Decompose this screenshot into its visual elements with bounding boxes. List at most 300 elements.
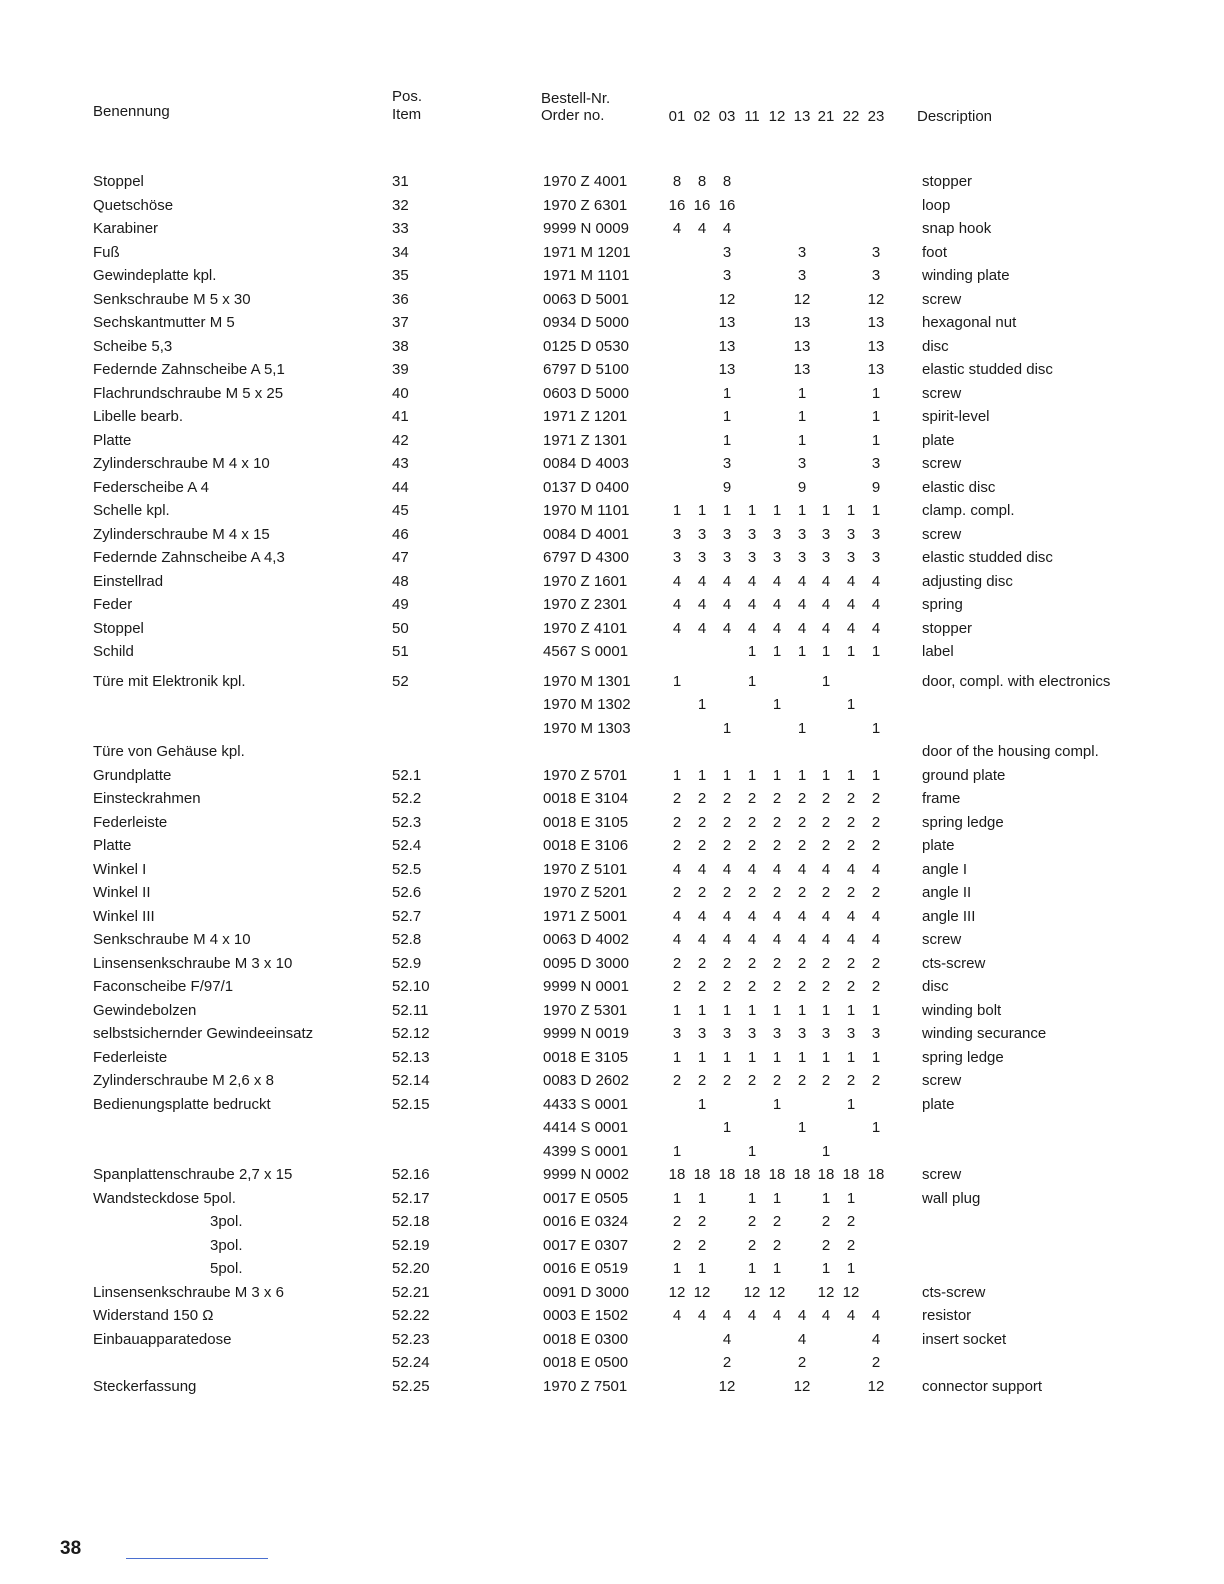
table-row [0,881,1224,904]
quantity-cell: 1 [772,1190,782,1207]
quantity-cell: 3 [722,1025,732,1042]
quantity-cell: 4 [697,908,707,925]
quantity-cell: 2 [846,955,856,972]
item-number: 52.8 [392,931,422,948]
quantity-cell: 12 [693,1284,711,1301]
table-row [0,546,1224,569]
quantity-cell: 4 [821,596,831,613]
quantity-cell: 18 [768,1166,786,1183]
part-name: Platte [93,837,132,854]
quantity-cell: 2 [772,978,782,995]
part-name: Schild [93,643,134,660]
item-number: 52.19 [392,1237,430,1254]
quantity-cell: 4 [871,596,881,613]
table-row [0,693,1224,716]
item-number: 46 [392,526,409,543]
description: plate [922,1096,955,1113]
quantity-cell: 2 [772,1072,782,1089]
quantity-cell: 2 [797,1354,807,1371]
quantity-cell: 1 [821,1002,831,1019]
quantity-cell: 1 [797,408,807,425]
quantity-cell: 2 [747,814,757,831]
item-number: 52.25 [392,1378,430,1395]
quantity-cell: 2 [722,1354,732,1371]
table-row [0,264,1224,287]
quantity-cell: 1 [772,1049,782,1066]
part-name: Federleiste [93,814,168,831]
quantity-cell: 18 [867,1166,885,1183]
quantity-cell: 13 [793,314,811,331]
description: stopper [922,173,973,190]
quantity-cell: 18 [817,1166,835,1183]
quantity-cell: 1 [871,408,881,425]
part-name: Winkel III [93,908,155,925]
quantity-cell: 2 [672,955,682,972]
order-number: 0137 D 0400 [543,479,629,496]
description: disc [922,978,949,995]
quantity-cell: 18 [693,1166,711,1183]
quantity-cell: 2 [772,814,782,831]
quantity-cell: 2 [821,955,831,972]
order-number: 0018 E 3104 [543,790,629,807]
quantity-cell: 1 [797,432,807,449]
item-number: 52.21 [392,1284,430,1301]
quantity-cell: 9 [871,479,881,496]
item-number: 52.10 [392,978,430,995]
description: disc [922,338,949,355]
quantity-cell: 3 [871,526,881,543]
order-number: 4414 S 0001 [543,1119,629,1136]
order-number: 1970 Z 5101 [543,861,628,878]
order-number: 1970 Z 4001 [543,173,628,190]
quantity-cell: 12 [867,1378,885,1395]
table-row [0,858,1224,881]
item-number: 44 [392,479,409,496]
quantity-cell: 12 [817,1284,835,1301]
table-row [0,1257,1224,1280]
quantity-cell: 2 [697,884,707,901]
quantity-cell: 2 [846,1072,856,1089]
item-number: 45 [392,502,409,519]
quantity-cell: 1 [672,1260,682,1277]
table-row [0,288,1224,311]
description: elastic studded disc [922,549,1053,566]
quantity-cell: 2 [821,1072,831,1089]
quantity-cell: 2 [697,790,707,807]
quantity-cell: 2 [697,978,707,995]
quantity-cell: 3 [797,455,807,472]
table-row [0,740,1224,763]
quantity-cell: 2 [846,837,856,854]
quantity-cell: 4 [772,620,782,637]
quantity-cell: 2 [722,978,732,995]
description: cts-screw [922,955,986,972]
part-name: Karabiner [93,220,159,237]
quantity-cell: 4 [797,1331,807,1348]
item-number: 39 [392,361,409,378]
item-number: 47 [392,549,409,566]
order-number: 0018 E 3106 [543,837,629,854]
quantity-cell: 2 [772,1213,782,1230]
quantity-cell: 3 [871,244,881,261]
table-row [0,1304,1224,1327]
quantity-cell: 1 [697,1049,707,1066]
table-row [0,358,1224,381]
order-number: 1971 Z 5001 [543,908,628,925]
quantity-cell: 18 [743,1166,761,1183]
description: screw [922,385,962,402]
quantity-cell: 1 [722,767,732,784]
quantity-cell: 1 [722,1002,732,1019]
order-number: 0084 D 4003 [543,455,629,472]
quantity-cell: 2 [846,978,856,995]
part-name: Bedienungsplatte bedruckt [93,1096,271,1113]
quantity-cell: 2 [722,814,732,831]
part-name: Steckerfassung [93,1378,197,1395]
table-row [0,1234,1224,1257]
quantity-cell: 1 [821,643,831,660]
quantity-cell: 13 [793,361,811,378]
description: clamp. compl. [922,502,1015,519]
quantity-cell: 3 [871,1025,881,1042]
quantity-cell: 1 [846,1002,856,1019]
quantity-cell: 18 [668,1166,686,1183]
description: plate [922,837,955,854]
quantity-cell: 4 [672,573,682,590]
table-row [0,1375,1224,1398]
table-row [0,1328,1224,1351]
quantity-cell: 1 [821,1049,831,1066]
item-number: 52.7 [392,908,422,925]
quantity-cell: 3 [772,1025,782,1042]
quantity-cell: 3 [772,526,782,543]
quantity-cell: 4 [821,573,831,590]
description: door, compl. with electronics [922,673,1111,690]
part-name: selbstsichernder Gewindeeinsatz [93,1025,314,1042]
order-number: 9999 N 0001 [543,978,629,995]
quantity-cell: 1 [871,1002,881,1019]
table-row [0,834,1224,857]
quantity-cell: 2 [871,814,881,831]
item-number: 52.22 [392,1307,430,1324]
quantity-cell: 4 [772,573,782,590]
quantity-cell: 1 [871,432,881,449]
order-number: 0063 D 5001 [543,291,629,308]
quantity-cell: 4 [772,908,782,925]
part-name: Zylinderschraube M 4 x 10 [93,455,270,472]
order-number: 1970 Z 4101 [543,620,628,637]
quantity-cell: 4 [772,931,782,948]
item-number: 52.23 [392,1331,430,1348]
item-number: 33 [392,220,409,237]
quantity-cell: 1 [871,385,881,402]
part-name: Stoppel [93,620,144,637]
quantity-cell: 3 [722,267,732,284]
table-row [0,170,1224,193]
quantity-cell: 2 [846,884,856,901]
quantity-cell: 18 [842,1166,860,1183]
order-number: 0003 E 1502 [543,1307,629,1324]
description: foot [922,244,948,261]
quantity-cell: 3 [871,549,881,566]
part-name: Wandsteckdose 5pol. [93,1190,236,1207]
header-pos-en: Item [392,106,422,123]
description: loop [922,197,951,214]
quantity-cell: 4 [871,931,881,948]
item-number: 52.14 [392,1072,430,1089]
part-name: Gewindebolzen [93,1002,197,1019]
quantity-cell: 4 [722,861,732,878]
quantity-cell: 2 [672,978,682,995]
item-number: 32 [392,197,409,214]
quantity-cell: 2 [747,1213,757,1230]
quantity-cell: 4 [697,931,707,948]
item-number: 49 [392,596,409,613]
quantity-cell: 3 [797,549,807,566]
table-row [0,217,1224,240]
quantity-cell: 1 [722,408,732,425]
item-number: 52.6 [392,884,422,901]
quantity-cell: 1 [846,696,856,713]
quantity-cell: 1 [697,696,707,713]
quantity-cell: 8 [672,173,682,190]
part-name: Fuß [93,244,120,261]
description: winding bolt [922,1002,1002,1019]
quantity-cell: 4 [672,931,682,948]
quantity-cell: 1 [821,767,831,784]
order-number: 1971 M 1201 [543,244,631,261]
quantity-cell: 3 [871,455,881,472]
quantity-cell: 1 [747,767,757,784]
quantity-cell: 1 [797,1049,807,1066]
quantity-cell: 2 [772,884,782,901]
item-number: 51 [392,643,409,660]
description: frame [922,790,961,807]
quantity-cell: 1 [871,1119,881,1136]
quantity-cell: 1 [772,1002,782,1019]
item-number: 38 [392,338,409,355]
item-number: 43 [392,455,409,472]
table-row [0,617,1224,640]
description: stopper [922,620,973,637]
quantity-cell: 4 [821,1307,831,1324]
description: ground plate [922,767,1006,784]
quantity-cell: 18 [793,1166,811,1183]
item-number: 52.2 [392,790,422,807]
order-number: 1970 Z 5301 [543,1002,628,1019]
quantity-cell: 3 [697,526,707,543]
quantity-cell: 2 [672,837,682,854]
model-column-header: 11 [744,108,760,125]
quantity-cell: 1 [672,767,682,784]
quantity-cell: 3 [697,1025,707,1042]
order-number: 0018 E 0300 [543,1331,629,1348]
quantity-cell: 1 [722,385,732,402]
quantity-cell: 1 [722,720,732,737]
quantity-cell: 2 [797,1072,807,1089]
part-name: Winkel II [93,884,151,901]
quantity-cell: 1 [846,1190,856,1207]
quantity-cell: 4 [797,861,807,878]
quantity-cell: 4 [722,573,732,590]
table-row [0,499,1224,522]
quantity-cell: 2 [672,790,682,807]
quantity-cell: 2 [871,955,881,972]
quantity-cell: 4 [697,573,707,590]
quantity-cell: 4 [846,620,856,637]
quantity-cell: 16 [718,197,736,214]
description: spring ledge [922,1049,1004,1066]
quantity-cell: 2 [772,790,782,807]
model-column-header: 01 [668,108,686,125]
quantity-cell: 4 [747,931,757,948]
item-number: 52.24 [392,1354,430,1371]
part-name: Senkschraube M 4 x 10 [93,931,251,948]
quantity-cell: 4 [846,861,856,878]
item-number: 35 [392,267,409,284]
quantity-cell: 2 [871,978,881,995]
model-column-header: 13 [793,108,811,125]
order-number: 9999 N 0002 [543,1166,629,1183]
part-name: Linsensenkschraube M 3 x 10 [93,955,293,972]
quantity-cell: 4 [697,220,707,237]
quantity-cell: 13 [867,314,885,331]
quantity-cell: 1 [672,502,682,519]
order-number: 4567 S 0001 [543,643,629,660]
quantity-cell: 4 [747,596,757,613]
quantity-cell: 16 [693,197,711,214]
quantity-cell: 4 [821,861,831,878]
part-name: Senkschraube M 5 x 30 [93,291,251,308]
quantity-cell: 1 [797,1119,807,1136]
table-row [0,523,1224,546]
table-row [0,1046,1224,1069]
quantity-cell: 4 [747,573,757,590]
item-number: 52.13 [392,1049,430,1066]
quantity-cell: 1 [821,502,831,519]
item-number: 41 [392,408,409,425]
item-number: 52.18 [392,1213,430,1230]
item-number: 34 [392,244,409,261]
quantity-cell: 1 [871,720,881,737]
part-name: 5pol. [210,1260,243,1277]
description: insert socket [922,1331,1007,1348]
table-row [0,452,1224,475]
quantity-cell: 1 [772,767,782,784]
quantity-cell: 3 [747,549,757,566]
table-row [0,241,1224,264]
part-name: Spanplattenschraube 2,7 x 15 [93,1166,293,1183]
quantity-cell: 4 [672,220,682,237]
order-number: 9999 N 0009 [543,220,629,237]
table-row [0,1187,1224,1210]
quantity-cell: 4 [846,596,856,613]
header-description: Description [917,108,993,125]
table-row [0,1210,1224,1233]
item-number: 52.17 [392,1190,430,1207]
quantity-cell: 3 [722,549,732,566]
description: screw [922,1166,962,1183]
quantity-cell: 1 [747,1190,757,1207]
quantity-cell: 1 [772,502,782,519]
quantity-cell: 1 [722,1119,732,1136]
order-number: 4433 S 0001 [543,1096,629,1113]
quantity-cell: 3 [672,526,682,543]
item-number: 42 [392,432,409,449]
part-name: 3pol. [210,1237,243,1254]
order-number: 1970 Z 1601 [543,573,628,590]
quantity-cell: 1 [747,502,757,519]
quantity-cell: 4 [672,596,682,613]
quantity-cell: 12 [793,1378,811,1395]
order-number: 1970 Z 7501 [543,1378,628,1395]
item-number: 31 [392,173,409,190]
quantity-cell: 3 [797,1025,807,1042]
table-row [0,335,1224,358]
quantity-cell: 2 [697,1072,707,1089]
quantity-cell: 9 [797,479,807,496]
quantity-cell: 2 [697,1213,707,1230]
quantity-cell: 2 [697,1237,707,1254]
description: screw [922,931,962,948]
table-row [0,1069,1224,1092]
quantity-cell: 4 [772,861,782,878]
quantity-cell: 1 [672,1190,682,1207]
quantity-cell: 4 [722,220,732,237]
quantity-cell: 1 [871,1049,881,1066]
quantity-cell: 1 [722,432,732,449]
part-name: Türe von Gehäuse kpl. [93,743,245,760]
description: angle III [922,908,976,925]
table-row [0,1281,1224,1304]
quantity-cell: 4 [821,931,831,948]
quantity-cell: 13 [718,361,736,378]
description: cts-screw [922,1284,986,1301]
part-name: Widerstand 150 Ω [93,1307,214,1324]
model-column-header: 21 [817,108,835,125]
quantity-cell: 4 [871,908,881,925]
table-row [0,811,1224,834]
quantity-cell: 3 [821,1025,831,1042]
quantity-cell: 4 [871,861,881,878]
order-number: 0125 D 0530 [543,338,629,355]
order-number: 1970 Z 2301 [543,596,628,613]
quantity-cell: 2 [722,955,732,972]
quantity-cell: 1 [797,720,807,737]
part-name: Schelle kpl. [93,502,170,519]
table-row [0,975,1224,998]
table-row [0,194,1224,217]
description: screw [922,1072,962,1089]
order-number: 1970 M 1303 [543,720,631,737]
order-number: 6797 D 4300 [543,549,629,566]
order-number: 0018 E 3105 [543,814,629,831]
description: wall plug [922,1190,981,1207]
quantity-cell: 2 [722,1072,732,1089]
quantity-cell: 2 [747,790,757,807]
table-row [0,952,1224,975]
quantity-cell: 3 [797,526,807,543]
quantity-cell: 1 [846,502,856,519]
quantity-cell: 3 [672,1025,682,1042]
quantity-cell: 13 [718,314,736,331]
description: screw [922,455,962,472]
quantity-cell: 1 [846,767,856,784]
quantity-cell: 4 [871,620,881,637]
quantity-cell: 2 [846,814,856,831]
quantity-cell: 2 [722,884,732,901]
order-number: 0934 D 5000 [543,314,629,331]
